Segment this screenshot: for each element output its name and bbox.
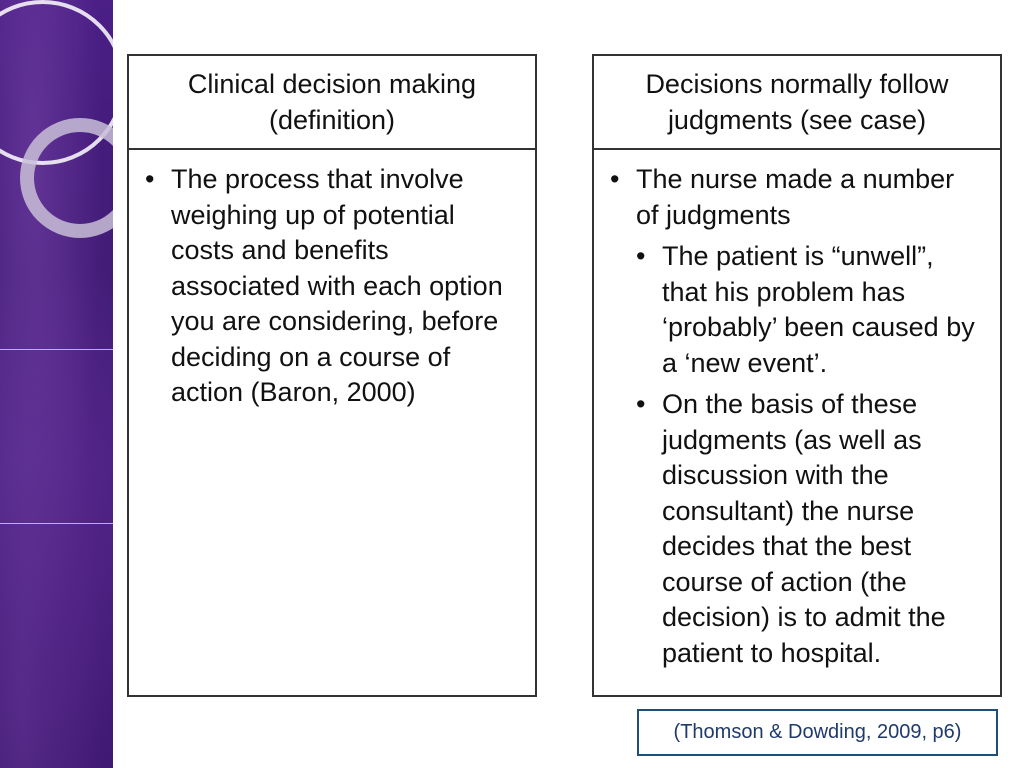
definition-heading: Clinical decision making (definition)	[129, 56, 535, 150]
definition-body	[129, 150, 535, 411]
sidebar-divider	[0, 349, 113, 350]
bullet-text: The nurse made a number of judgments	[636, 164, 955, 230]
bullet-text: The process that involve weighing up of potential costs and benefits associated with each option you are considering, before deciding on a course of action (Baron, 2000)	[171, 164, 503, 407]
citation: (Thomson & Dowding, 2009, p6)	[637, 709, 998, 756]
case-box	[592, 54, 1002, 697]
bullet-item	[143, 162, 519, 411]
sub-bullet-text: On the basis of these judgments (as well as discussion with the consultant) the nurse decides that the best course of action (the decision) is to admit the patient to hospital.	[662, 389, 946, 668]
decorative-sidebar	[0, 0, 113, 768]
bullet-icon: •	[145, 164, 155, 194]
bullet-item	[608, 162, 984, 233]
sub-bullet-item	[608, 387, 984, 671]
sub-bullet-item	[608, 239, 984, 381]
case-body	[594, 150, 1000, 671]
sidebar-divider	[0, 523, 113, 524]
definition-box	[127, 54, 537, 697]
bullet-icon: •	[636, 389, 646, 419]
sub-bullet-text: The patient is “unwell”, that his problem has ‘probably’ been caused by a ‘new event’.	[662, 241, 975, 378]
case-heading: Decisions normally follow judgments (see case)	[594, 56, 1000, 150]
bullet-icon: •	[636, 241, 646, 271]
bullet-icon: •	[610, 164, 620, 194]
